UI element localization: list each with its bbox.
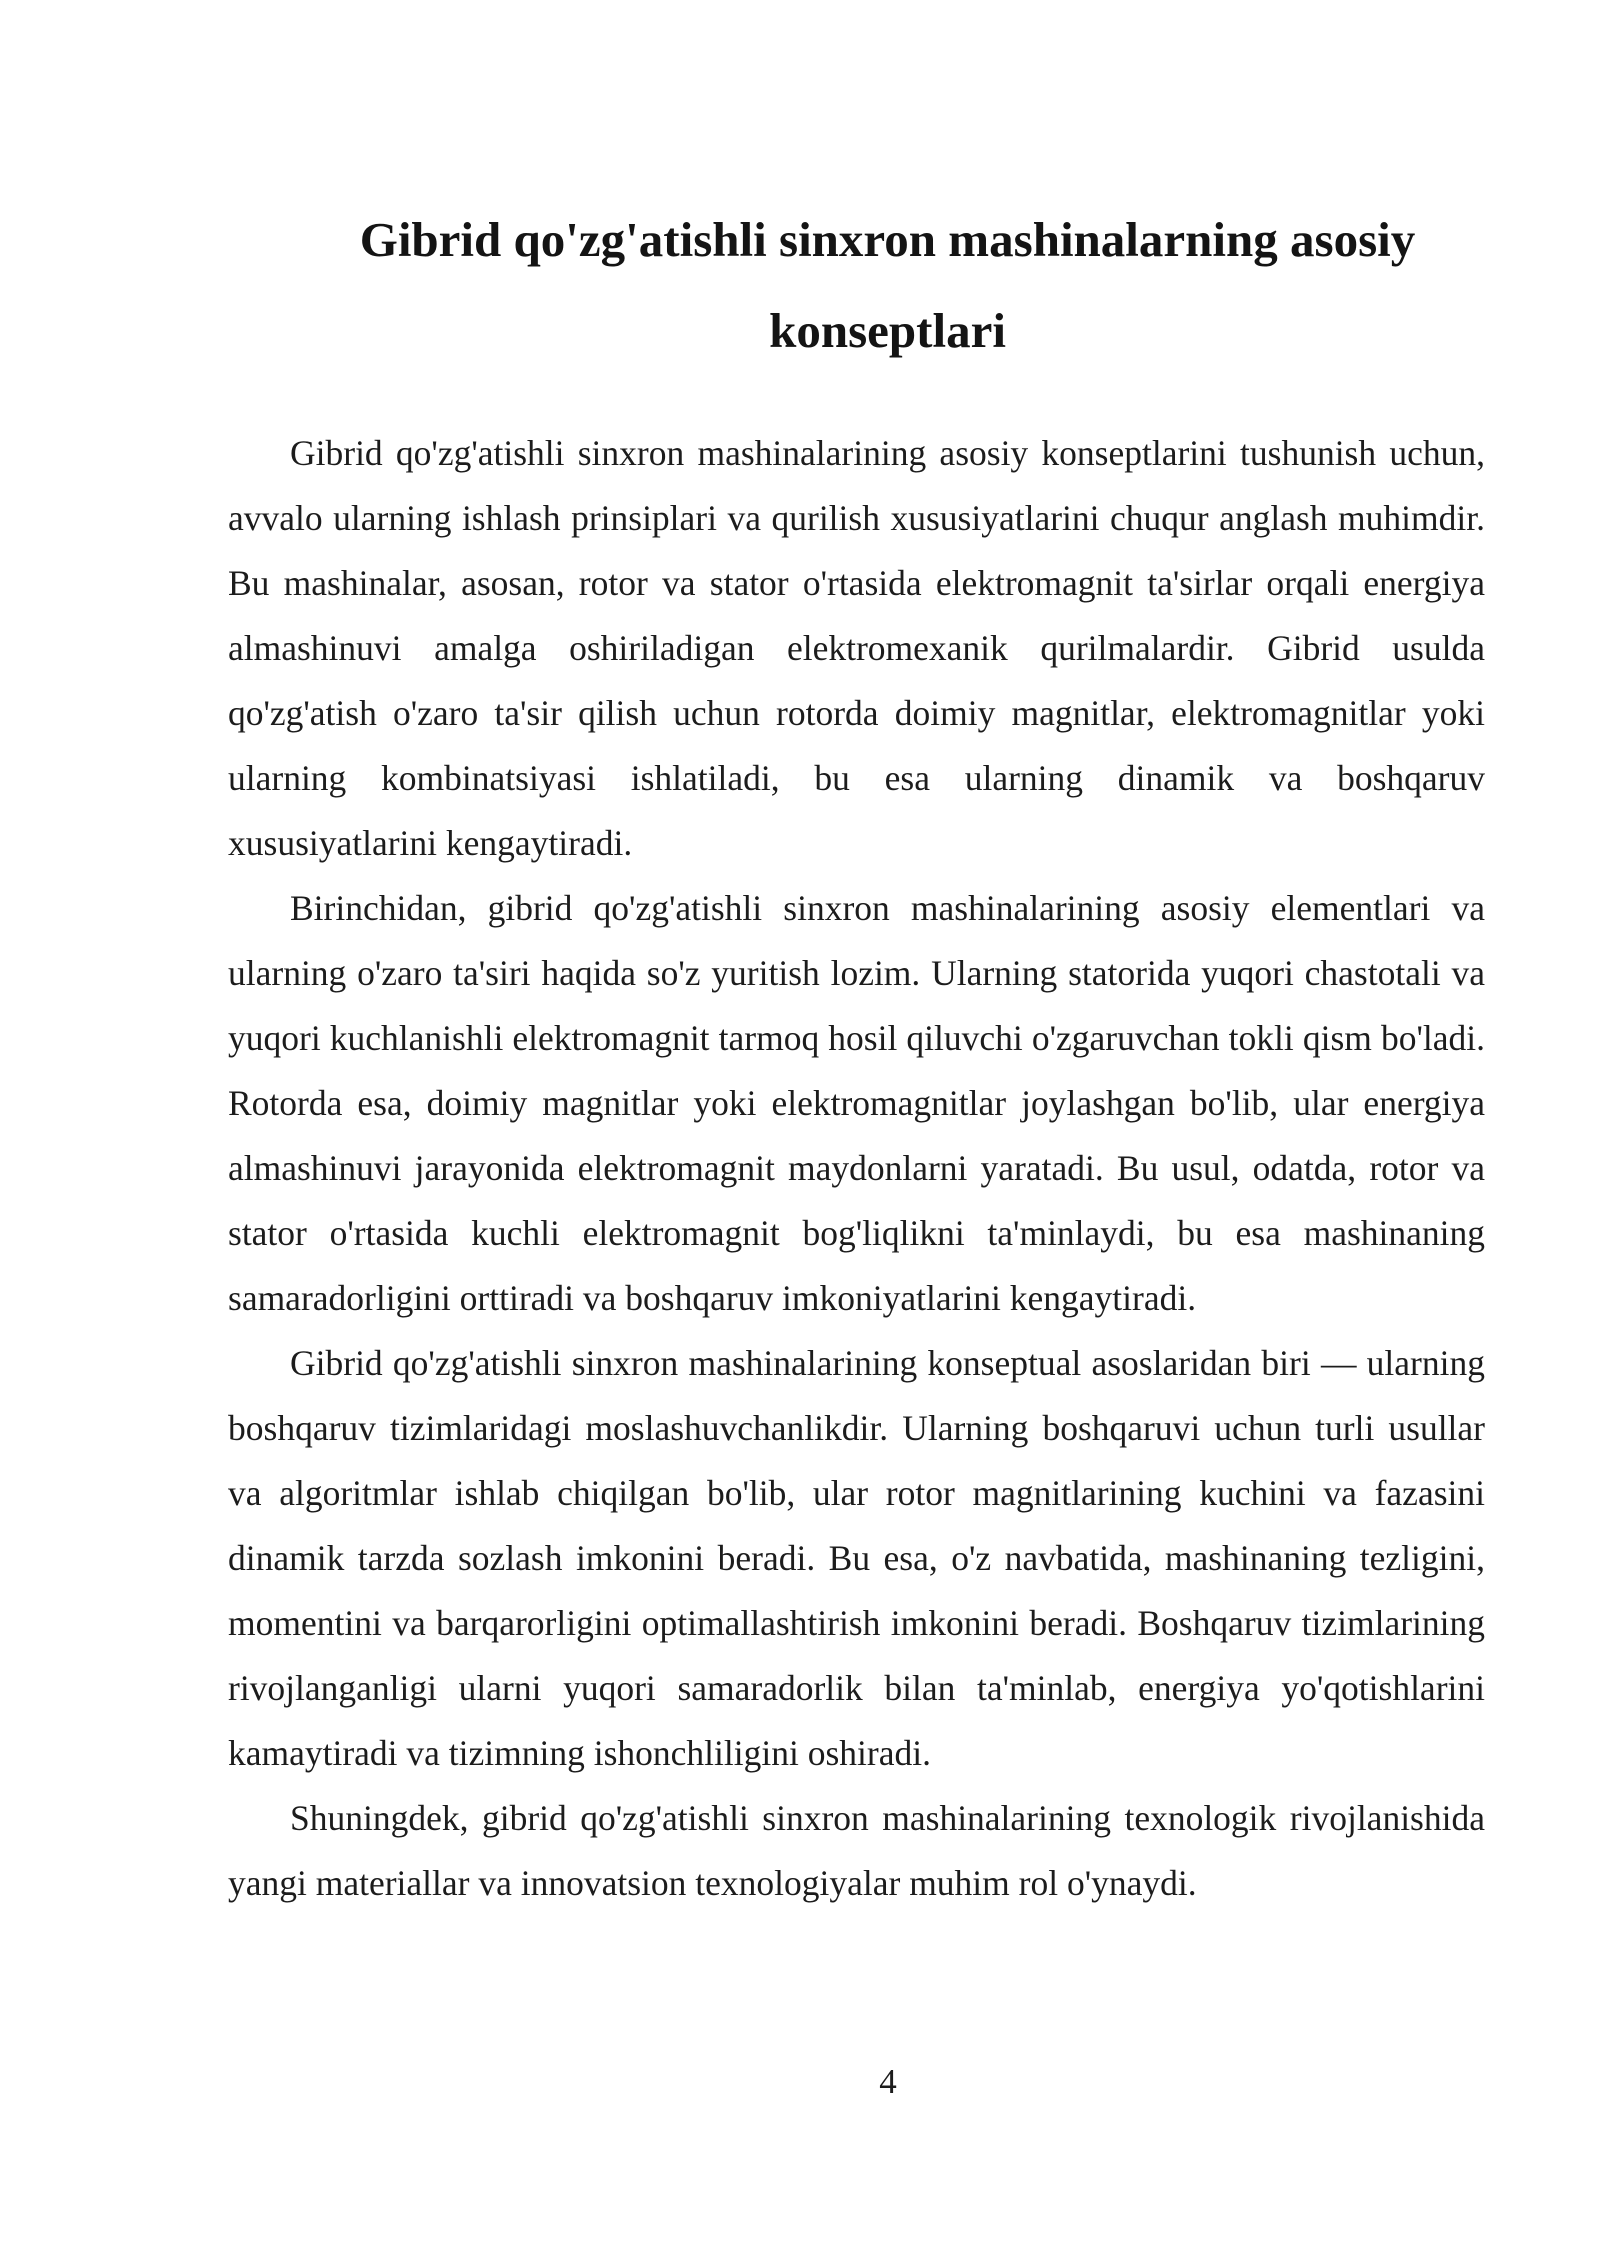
paragraph-1: Gibrid qo'zg'atishli sinxron mashinalarining asosiy konseptlarini tushunish uchun, avvalo ularning ishlash prinsiplari va qurilish xususiyatlarini chuqur anglash muhimdir. Bu mashinalar, asosan, rotor va stator o'rtasida elektromagnit ta'sirlar orqali energiya almashinuvi amalga oshiriladigan elektromexanik qurilmalardir. Gibrid usulda qo'zg'atish o'zaro ta'sir qilish uchun rotorda doimiy magnitlar, elektromagnitlar yoki ularning kombinatsiyasi ishlatiladi, bu esa ularning dinamik va boshqaruv xususiyatlarini kengaytiradi. <box>228 433 1485 863</box>
body-text <box>228 421 1485 1916</box>
paragraph-4: Shuningdek, gibrid qo'zg'atishli sinxron mashinalarining texnologik rivojlanishida yangi materiallar va innovatsion texnologiyalar muhim rol o'ynaydi. <box>228 1798 1485 1903</box>
page-number: 4 <box>879 2062 897 2101</box>
paragraph-3: Gibrid qo'zg'atishli sinxron mashinalarining konseptual asoslaridan biri — ularning boshqaruv tizimlaridagi moslashuvchanlikdir. Ularning boshqaruvi uchun turli usullar va algoritmlar ishlab chiqilgan bo'lib, ular rotor magnitlarining kuchini va fazasini dinamik tarzda sozlash imkonini beradi. Bu esa, o'z navbatida, mashinaning tezligini, momentini va barqarorligini optimallashtirish imkonini beradi. Boshqaruv tizimlarining rivojlanganligi ularni yuqori samaradorlik bilan ta'minlab, energiya yo'qotishlarini kamaytiradi va tizimning ishonchliligini oshiradi. <box>228 1343 1485 1773</box>
paragraph-2: Birinchidan, gibrid qo'zg'atishli sinxron mashinalarining asosiy elementlari va ularning o'zaro ta'siri haqida so'z yuritish lozim. Ularning statorida yuqori chastotali va yuqori kuchlanishli elektromagnit tarmoq hosil qiluvchi o'zgaruvchan tokli qism bo'ladi. Rotorda esa, doimiy magnitlar yoki elektromagnitlar joylashgan bo'lib, ular energiya almashinuvi jarayonida elektromagnit maydonlarni yaratadi. Bu usul, odatda, rotor va stator o'rtasida kuchli elektromagnit bog'liqlikni ta'minlaydi, bu esa mashinaning samaradorligini orttiradi va boshqaruv imkoniyatlarini kengaytiradi. <box>228 888 1485 1318</box>
page-title: Gibrid qo'zg'atishli sinxron mashinalarning asosiy konseptlari <box>359 212 1416 358</box>
